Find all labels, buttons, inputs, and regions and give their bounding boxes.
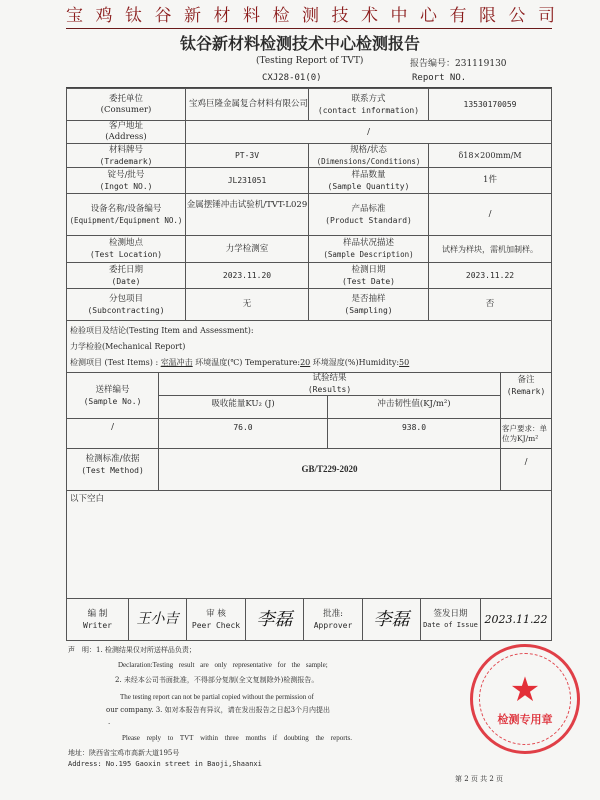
label-en: (Sampling) <box>344 305 393 315</box>
assessment-line2: 力学检验(Mechanical Report) <box>70 341 186 351</box>
label-en: (Test Location) <box>89 250 163 259</box>
label-en: (Sample Description) <box>323 250 414 259</box>
label-en: (Address) <box>105 132 147 142</box>
peer-check-signature: 李磊 <box>245 598 304 641</box>
label-en: Date of Issue <box>423 620 478 629</box>
label-cn: 是否抽样 <box>351 293 386 304</box>
consumer-label <box>66 88 186 121</box>
label-en: (Sample No.) <box>83 396 142 406</box>
test-item: 室温冲击 <box>160 357 193 367</box>
issue-date-label <box>420 598 481 641</box>
test-items-label: 检测项目 (Test Items) : <box>70 357 161 367</box>
report-title: 钛谷新材料检测技术中心检测报告 <box>179 34 420 53</box>
results-header <box>158 372 501 396</box>
temperature-label: 环境温度(℃) Temperature: <box>192 357 301 367</box>
sampling-value: 否 <box>428 288 552 321</box>
temperature-value: 20 <box>300 357 311 367</box>
label-cn: 检测地点 <box>108 238 143 248</box>
label-cn: 样品数量 <box>351 169 386 180</box>
label-cn: 分包项目 <box>108 293 143 304</box>
label-en: (Results) <box>307 385 352 394</box>
humidity-label: 环境湿度(%)Humidity: <box>310 357 400 367</box>
writer-signature: 王小吉 <box>128 598 187 641</box>
report-no-en: Report NO. <box>412 73 467 83</box>
label-cn: 联系方式 <box>351 93 386 104</box>
official-seal <box>470 644 580 754</box>
humidity-value: 50 <box>399 357 410 367</box>
label-en: (Consumer) <box>100 104 152 115</box>
test-date-value: 2023.11.22 <box>428 262 552 289</box>
ingot-value: JL231051 <box>185 167 309 194</box>
label-cn: 产品标准 <box>351 203 386 214</box>
test-date-label <box>308 262 429 289</box>
blank-note: 以下空白 <box>66 490 552 599</box>
contact-label <box>308 88 429 121</box>
assessment-block <box>66 320 552 373</box>
label-cn: 试验结果 <box>312 373 347 383</box>
description-value: 试样为样块，需机加制样。 <box>428 235 552 263</box>
trademark-label <box>66 143 186 168</box>
seal-text: 检测专用章 <box>497 713 553 726</box>
declaration-1-en: Declaration:Testing result are only representative for the sample; <box>118 661 328 669</box>
date-value: 2023.11.20 <box>185 262 309 289</box>
location-value: 力学检测室 <box>185 235 309 263</box>
declaration-1: 声 明：1. 检测结果仅对所送样品负责； <box>68 646 196 654</box>
label-en: (Remark) <box>506 387 546 396</box>
footer-address-cn: 地址：陕西省宝鸡市高新大道195号 <box>68 749 180 757</box>
quantity-label <box>308 167 429 194</box>
label-cn: 客户地址 <box>108 121 143 131</box>
label-cn: 备注 <box>517 375 535 385</box>
method-remark: / <box>500 448 552 491</box>
label-cn: 样品状况描述 <box>342 238 394 248</box>
label-cn: 材料牌号 <box>108 144 143 155</box>
declaration-3-en: Please reply to TVT within three months if doubting the reports. <box>122 734 352 742</box>
equipment-label <box>66 193 186 236</box>
sample-no-value: / <box>66 418 159 449</box>
declaration-2-en: The testing report can not be partial copied without the permission of <box>120 693 314 701</box>
method-label <box>66 448 159 491</box>
page-number: 第 2 页 共 2 页 <box>455 775 504 783</box>
address-label <box>66 120 186 144</box>
assessment-line3 <box>70 357 409 368</box>
label-en: (contact information) <box>317 105 420 115</box>
address-value: / <box>185 120 552 144</box>
label-cn: 设备名称/设备编号 <box>90 203 162 214</box>
declaration-3-mark: . <box>108 718 111 726</box>
label-en: (Test Date) <box>342 276 395 286</box>
absorbed-energy-value: 76.0 <box>158 418 328 449</box>
label-cn: 规格/状态 <box>350 144 387 155</box>
label-cn: 批准: <box>323 608 343 619</box>
label-cn: 委托日期 <box>108 264 143 275</box>
date-label <box>66 262 186 289</box>
label-cn: 编 制 <box>87 608 108 619</box>
label-en: (Subcontracting) <box>87 305 165 315</box>
standard-value: / <box>428 193 552 236</box>
remark-value: 客户要求：单位为KJ/m² <box>500 418 552 449</box>
label-en: (Test Method) <box>81 466 144 475</box>
label-cn: 检测标准/依据 <box>85 454 140 464</box>
dimensions-value: δ18×200mm/M <box>428 143 552 168</box>
equipment-value: 金属摆锤冲击试验机/TVT-L029 <box>185 193 309 236</box>
label-en: Approver <box>313 620 353 630</box>
peer-check-label <box>186 598 246 641</box>
ingot-label <box>66 167 186 194</box>
star-icon: ★ <box>509 670 541 710</box>
impact-toughness-header: 冲击韧性值(KJ/m²) <box>327 395 501 419</box>
trademark-value: PT-3V <box>185 143 309 168</box>
label-en: (Dimensions/Conditions) <box>316 156 421 166</box>
declaration-3: our company. 3. 如对本报告有异议，请在发出报告之日起3个月内提出 <box>106 706 331 714</box>
label-en: (Equipment/Equipment NO.) <box>69 215 183 225</box>
label-en: (Sample Quantity) <box>327 181 410 191</box>
label-cn: 检测日期 <box>351 264 386 275</box>
approver-signature: 李磊 <box>362 598 421 641</box>
description-label <box>308 235 429 263</box>
subcontracting-value: 无 <box>185 288 309 321</box>
label-en: (Date) <box>111 276 141 286</box>
form-code: CXJ28-01(0) <box>262 73 322 83</box>
remark-header <box>500 372 552 419</box>
sampling-label <box>308 288 429 321</box>
label-cn: 送样编号 <box>95 384 130 395</box>
dimensions-label <box>308 143 429 168</box>
footer-address-en: Address: No.195 Gaoxin street in Baoji,Shaanxi <box>68 760 262 768</box>
label-en: (Trademark) <box>99 156 153 166</box>
label-en: Writer <box>83 620 112 630</box>
method-value: GB/T229-2020 <box>158 448 501 491</box>
label-cn: 委托单位 <box>108 93 143 104</box>
issue-date-value: 2023.11.22 <box>480 598 552 641</box>
location-label <box>66 235 186 263</box>
label-en: (Product Standard) <box>325 215 412 225</box>
declaration-2: 2. 未经本公司书面批准，不得部分复制(全文复制除外)检测报告。 <box>115 676 319 684</box>
report-number: 报告编号：231119130 <box>410 59 507 69</box>
label-cn: 签发日期 <box>433 608 468 619</box>
label-en: Peer Check <box>191 620 241 630</box>
report-subtitle: (Testing Report of TVT) <box>256 56 364 66</box>
standard-label <box>308 193 429 236</box>
impact-toughness-value: 938.0 <box>327 418 501 449</box>
subcontracting-label <box>66 288 186 321</box>
sample-no-header <box>66 372 159 419</box>
label-cn: 锭号/批号 <box>107 169 145 180</box>
writer-label <box>66 598 129 641</box>
company-name: 宝鸡钛谷新材料检测技术中心有限公司 <box>66 4 552 29</box>
absorbed-energy-header: 吸收能量KU₂ (J) <box>158 395 328 419</box>
label-cn: 审 核 <box>206 608 226 619</box>
assessment-line1: 检验项目及结论(Testing Item and Assessment): <box>70 326 254 336</box>
consumer-value: 宝鸡巨隆金属复合材料有限公司 <box>185 88 309 121</box>
label-en: (Ingot NO.) <box>99 181 153 191</box>
contact-value: 13530170059 <box>428 88 552 121</box>
approver-label <box>303 598 363 641</box>
quantity-value: 1件 <box>428 167 552 194</box>
